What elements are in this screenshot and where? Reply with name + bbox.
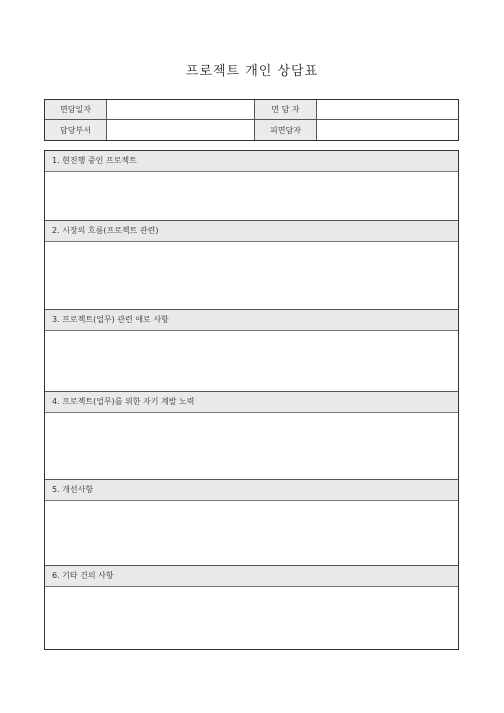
section-header-current-project: 1. 현진행 중인 프로젝트 (45, 151, 458, 172)
page-title: 프로젝트 개인 상담표 (185, 64, 319, 79)
section-body-market-trend[interactable] (45, 242, 458, 310)
interviewer-field[interactable] (317, 100, 458, 120)
interviewee-field[interactable] (317, 120, 458, 140)
info-table (44, 99, 459, 141)
interviewee-label: 피면담자 (255, 120, 317, 140)
interviewer-label: 면 담 자 (255, 100, 317, 120)
section-header-improvements: 5. 개선사항 (45, 480, 458, 501)
section-body-other-suggestions[interactable] (45, 587, 458, 649)
section-body-improvements[interactable] (45, 501, 458, 566)
department-field[interactable] (107, 120, 255, 140)
consultation-sections (44, 150, 459, 650)
department-label: 담당부서 (45, 120, 107, 140)
section-body-self-development[interactable] (45, 413, 458, 480)
section-header-other-suggestions: 6. 기타 건의 사항 (45, 566, 458, 587)
section-header-market-trend: 2. 시장의 흐름(프로젝트 관련) (45, 221, 458, 242)
section-header-self-development: 4. 프로젝트(업무)를 위한 자기 계발 노력 (45, 392, 458, 413)
section-header-difficulties: 3. 프로젝트(업무) 관련 애로 사항 (45, 310, 458, 331)
interview-date-label: 면담일자 (45, 100, 107, 120)
section-body-current-project[interactable] (45, 172, 458, 221)
interview-date-field[interactable] (107, 100, 255, 120)
section-body-difficulties[interactable] (45, 331, 458, 392)
